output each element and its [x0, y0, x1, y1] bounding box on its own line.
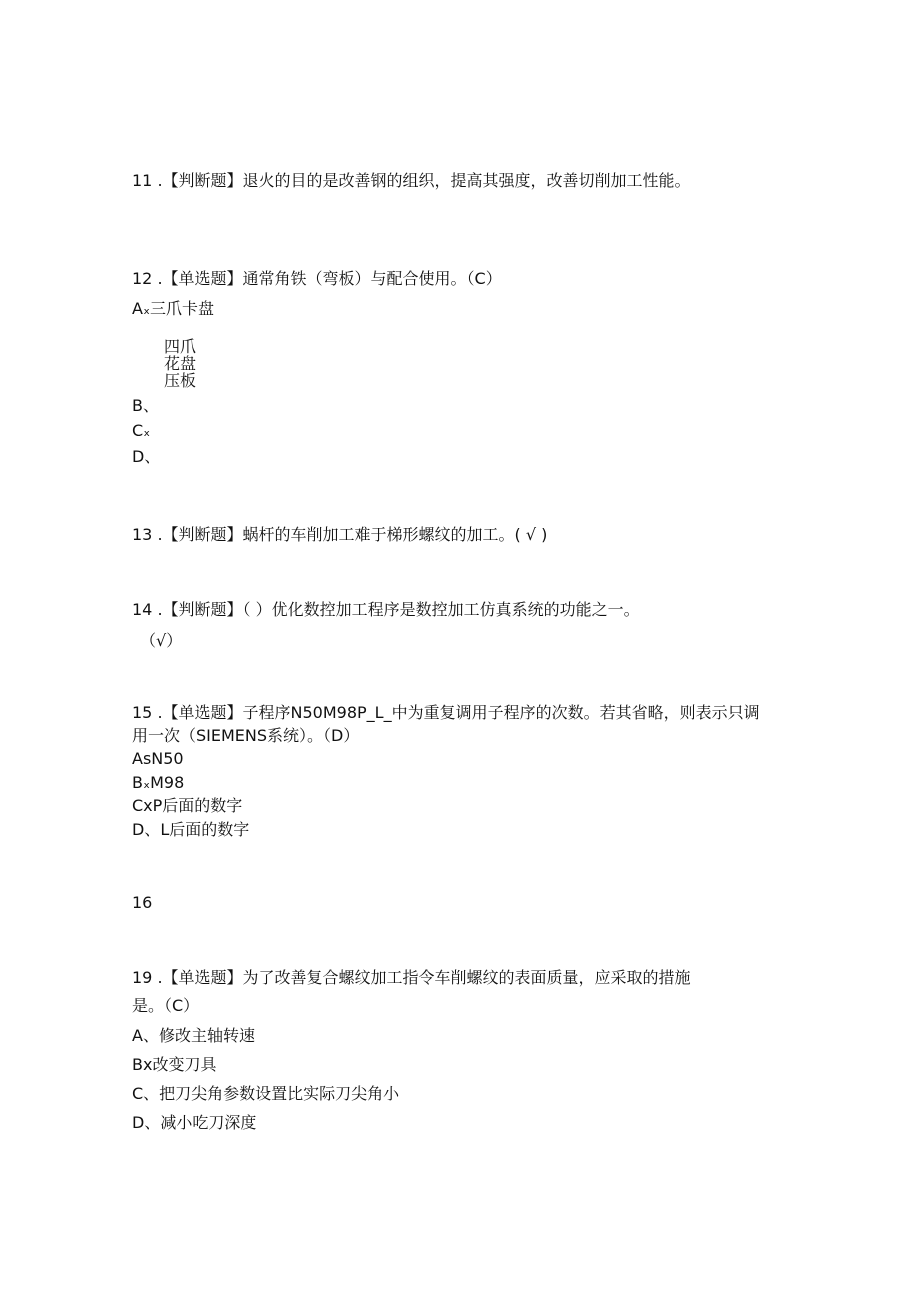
stacked-option-1: 四爪: [164, 337, 197, 356]
question-16-number: 16: [132, 893, 153, 912]
question-12-option-a: Aₓ三爪卡盘: [132, 299, 215, 318]
question-12-stacked-options: [164, 338, 196, 389]
question-12-option-c: Cₓ: [132, 421, 151, 440]
question-13-text: 13 .【判断题】蜗杆的车削加工难于梯形螺纹的加工。( √ ): [132, 525, 548, 544]
question-19-text-line1: 19 .【单选题】为了改善复合螺纹加工指令车削螺纹的表面质量，应采取的措施: [132, 968, 691, 987]
question-12-option-b: B、: [132, 396, 159, 415]
question-15-option-b: BₓM98: [132, 773, 185, 792]
question-19-option-a: A、修改主轴转速: [132, 1026, 255, 1045]
question-12-text: 12 .【单选题】通常角铁（弯板）与配合使用。（C）: [132, 269, 502, 288]
question-19-text-line2: 是。（C）: [132, 996, 200, 1015]
question-14-answer: （√）: [140, 631, 183, 650]
question-15-option-a: AsN50: [132, 749, 184, 768]
stacked-option-2: 花盘: [164, 354, 197, 373]
question-15-text-line2: 用一次（SIEMENS系统）。（D）: [132, 726, 360, 745]
question-11-text: 11 .【判断题】退火的目的是改善钢的组织，提高其强度，改善切削加工性能。: [132, 171, 691, 190]
question-19-option-c: C、把刀尖角参数设置比实际刀尖角小: [132, 1084, 400, 1103]
question-15-option-c: CxP后面的数字: [132, 796, 243, 815]
question-12-option-d: D、: [132, 447, 161, 466]
question-14-text: 14 .【判断题】（ ）优化数控加工程序是数控加工仿真系统的功能之一。: [132, 600, 640, 619]
question-19-option-b: Bx改变刀具: [132, 1055, 217, 1074]
question-15-text-line1: 15 .【单选题】子程序N50M98P_L_中为重复调用子程序的次数。若其省略，则表示只调: [132, 703, 760, 722]
question-19-option-d: D、减小吃刀深度: [132, 1113, 257, 1132]
stacked-option-3: 压板: [164, 371, 197, 390]
question-15-option-d: D、L后面的数字: [132, 820, 250, 839]
